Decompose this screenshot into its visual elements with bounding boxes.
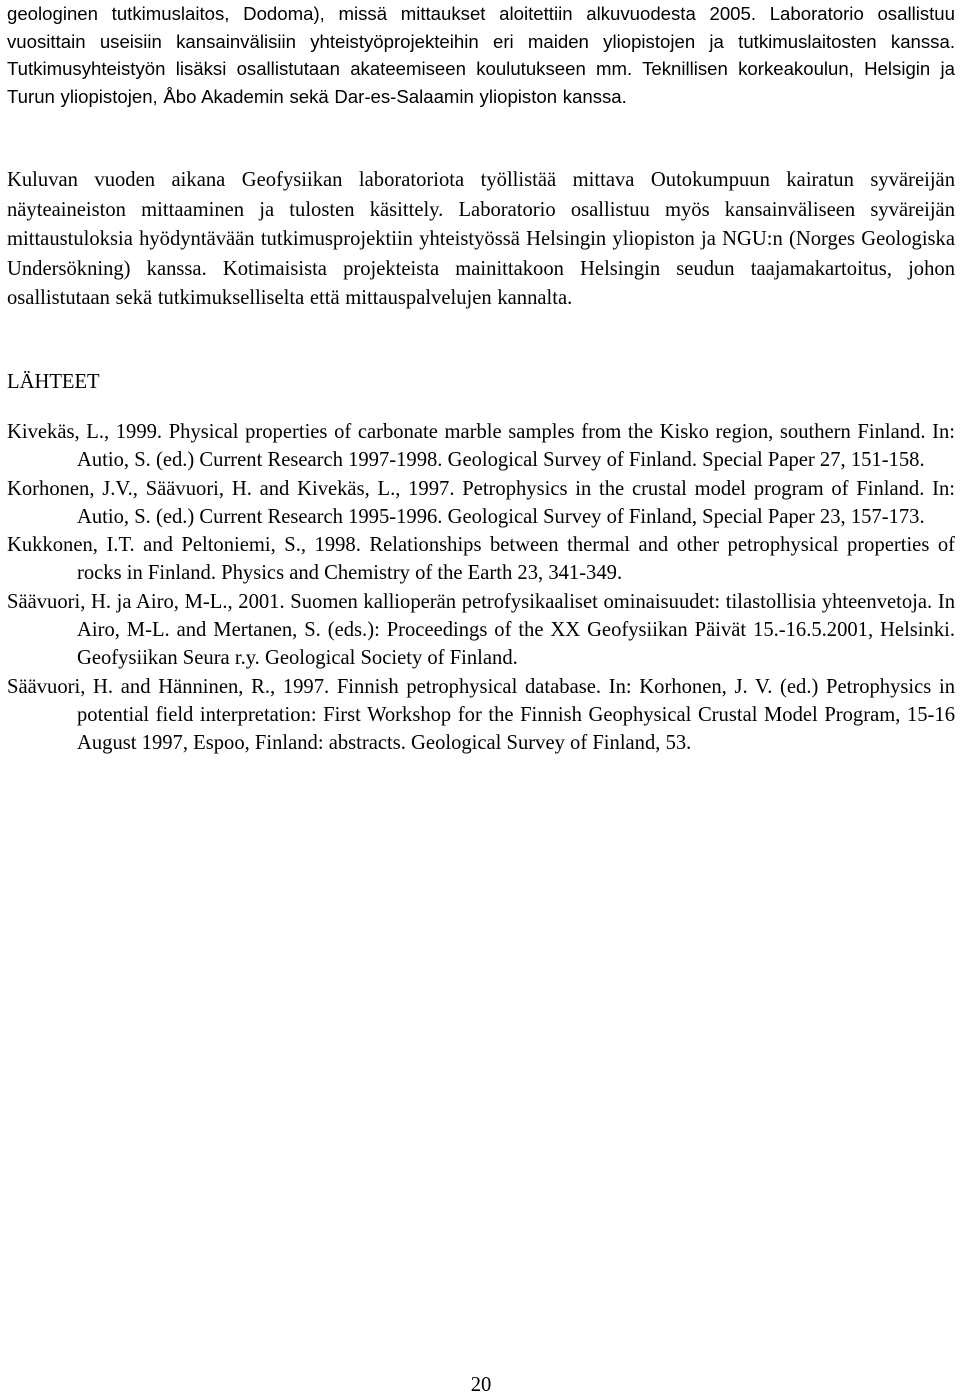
page-number: 20 bbox=[470, 1374, 492, 1396]
reference-item: Säävuori, H. ja Airo, M-L., 2001. Suomen kallioperän petrofysikaaliset ominaisuudet: tilastollisia yhteenvetoja. In Airo, M-L. and Mertanen, S. (eds.): Proceedings of the XX Geofysiikan Päivät 15.-16.5.2001, Helsinki. Geofysiikan Seura r.y. Geological Society of Finland. bbox=[7, 590, 955, 670]
reference-item: Kivekäs, L., 1999. Physical properties of carbonate marble samples from the Kisko region, southern Finland. In: Autio, S. (ed.) Current Research 1997-1998. Geological Survey of Finland. Special Paper 27, 151-158. bbox=[7, 421, 955, 472]
body-paragraph-1: geologinen tutkimuslaitos, Dodoma), missä mittaukset aloitettiin alkuvuodesta 2005. Laboratorio osallistuu vuosittain useisiin kansainvälisiin yhteistyöprojekteihin eri maiden yliopistojen ja tutkimuslaitosten kanssa. Tutkimusyhteistyön lisäksi osallistutaan akateemiseen koulutukseen mm. Teknillisen korkeakoulun, Helsigin ja Turun yliopistojen, Åbo Akademin sekä Dar-es-Salaamin yliopiston kanssa. bbox=[7, 3, 955, 107]
reference-item: Korhonen, J.V., Säävuori, H. and Kivekäs, L., 1997. Petrophysics in the crustal model program of Finland. In: Autio, S. (ed.) Current Research 1995-1996. Geological Survey of Finland, Special Paper 23, 157-173. bbox=[7, 477, 955, 528]
reference-item: Säävuori, H. and Hänninen, R., 1997. Finnish petrophysical database. In: Korhonen, J. V. (ed.) Petrophysics in potential field interpretation: First Workshop for the Finnish Geophysical Crustal Model Program, 15-16 August 1997, Espoo, Finland: abstracts. Geological Survey of Finland, 53. bbox=[7, 675, 955, 755]
references-heading: LÄHTEET bbox=[7, 371, 100, 393]
document-page bbox=[7, 0, 955, 1396]
references-list bbox=[7, 418, 955, 758]
body-paragraph-2: Kuluvan vuoden aikana Geofysiikan laboratoriota työllistää mittava Outokumpuun kairatun syväreijän näyteaineiston mittaaminen ja tulosten käsittely. Laboratorio osallistuu myös kansainväliseen syväreijän mittaustuloksia hyödyntävään tutkimusprojektiin yhteistyössä Helsingin yliopiston ja NGU:n (Norges Geologiska Undersökning) kanssa. Kotimaisista projekteista mainittakoon Helsingin seudun taajamakartoitus, johon osallistutaan sekä tutkimukselliselta että mittauspalvelujen kannalta. bbox=[7, 169, 955, 309]
reference-item: Kukkonen, I.T. and Peltoniemi, S., 1998. Relationships between thermal and other petrophysical properties of rocks in Finland. Physics and Chemistry of the Earth 23, 341-349. bbox=[7, 534, 955, 585]
